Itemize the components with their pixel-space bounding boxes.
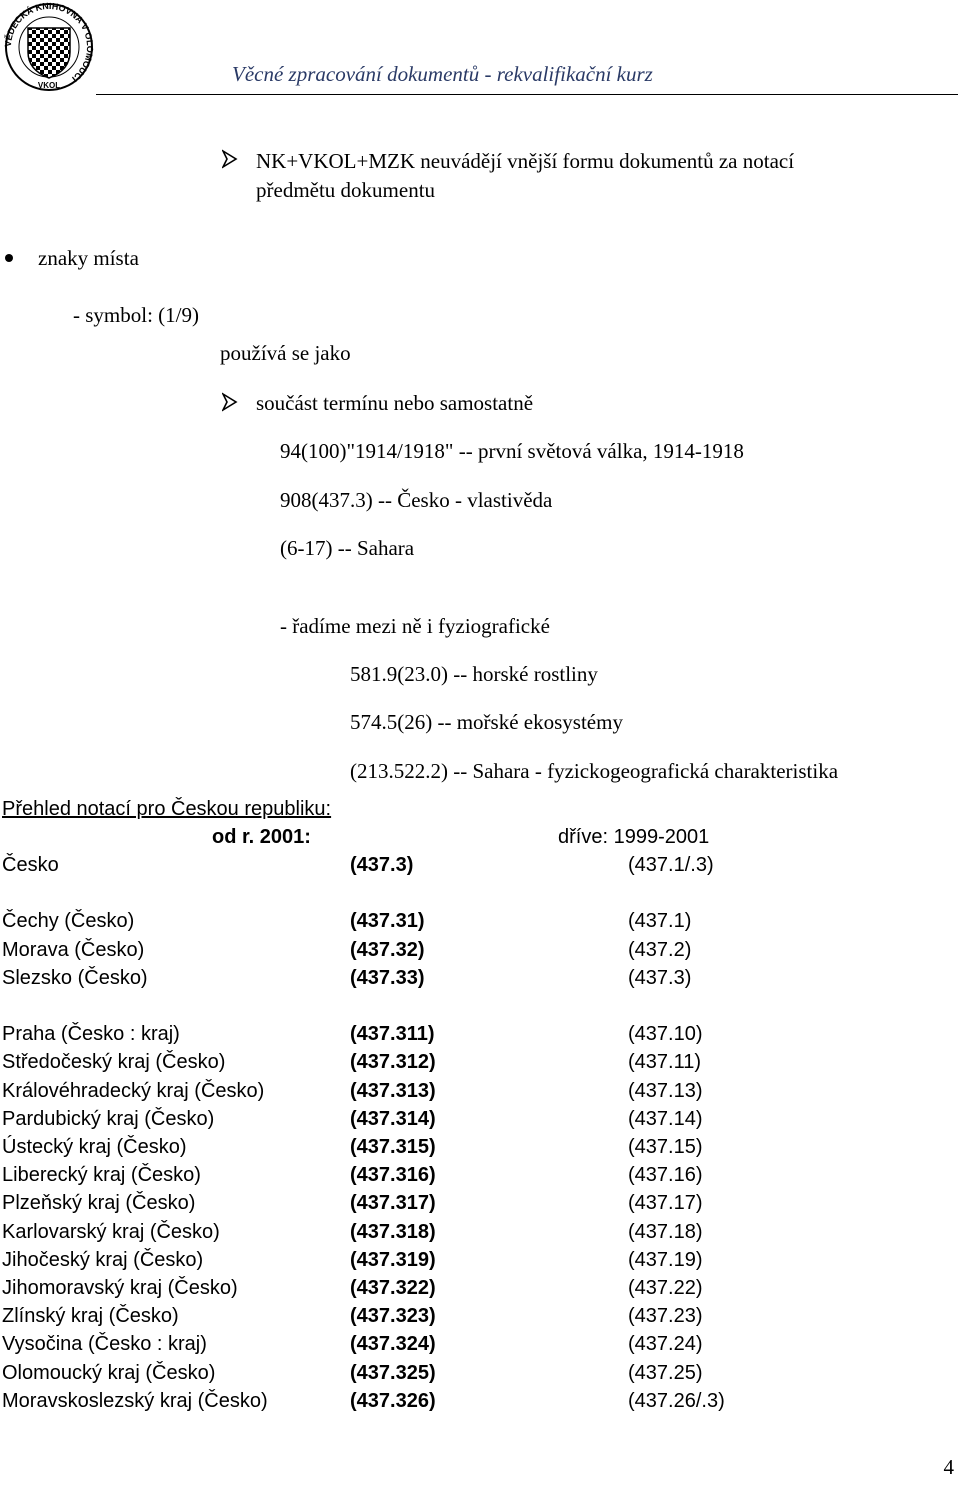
row-notation-new: (437.33) [350, 966, 425, 989]
row-notation-old: (437.23) [628, 1305, 703, 1328]
row-notation-old: (437.16) [628, 1164, 703, 1187]
arrow-bullet-icon [222, 149, 238, 175]
example-line: 908(437.3) -- Česko - vlastivěda [280, 488, 553, 512]
physio-example-line: 581.9(23.0) -- horské rostliny [350, 662, 598, 686]
row-notation-new: (437.31) [350, 910, 425, 933]
row-notation-new: (437.32) [350, 938, 425, 961]
row-notation-new: (437.323) [350, 1305, 436, 1328]
row-notation-old: (437.2) [628, 938, 692, 961]
row-name: Praha (Česko : kraj) [2, 1023, 180, 1046]
note-line-1: NK+VKOL+MZK neuvádějí vnější formu dokumentů za notací [256, 149, 795, 173]
arrow-bullet-icon [222, 392, 238, 418]
row-name: Karlovarský kraj (Česko) [2, 1220, 220, 1243]
row-notation-new: (437.326) [350, 1389, 436, 1412]
row-name: Olomoucký kraj (Česko) [2, 1361, 216, 1384]
row-name: Pardubický kraj (Česko) [2, 1107, 215, 1130]
physio-intro: - řadíme mezi ně i fyziografické [280, 614, 550, 638]
bullet-dot-icon [5, 254, 13, 262]
row-notation-old: (437.3) [628, 966, 692, 989]
row-name: Morava (Česko) [2, 938, 145, 961]
row-notation-old: (437.19) [628, 1248, 703, 1271]
row-notation-old: (437.10) [628, 1023, 703, 1046]
row-notation-new: (437.318) [350, 1220, 436, 1243]
header-divider [96, 94, 958, 95]
row-name: Jihomoravský kraj (Česko) [2, 1277, 238, 1299]
symbol-label: - symbol: [73, 303, 159, 327]
row-notation-new: (437.316) [350, 1164, 436, 1187]
row-name: Slezsko (Česko) [2, 966, 148, 989]
bullet-item-place-signs: znaky místa [38, 246, 139, 270]
row-notation-new: (437.319) [350, 1248, 436, 1271]
row-name: Ústecký kraj (Česko) [2, 1136, 187, 1158]
symbol-line [73, 302, 199, 328]
row-notation-old: (437.1) [628, 910, 692, 933]
row-name: Vysočina (Česko : kraj) [2, 1333, 207, 1356]
row-notation-old: (437.25) [628, 1361, 703, 1384]
row-name: Česko [2, 854, 59, 876]
row-notation-old: (437.18) [628, 1220, 703, 1243]
row-notation-new: (437.317) [350, 1192, 436, 1215]
row-notation-old: (437.26/.3) [628, 1389, 725, 1412]
row-notation-new: (437.325) [350, 1361, 436, 1384]
row-notation-new: (437.311) [350, 1023, 435, 1046]
row-notation-old: (437.14) [628, 1107, 703, 1130]
row-notation-new: (437.315) [350, 1136, 436, 1158]
table-head-new: od r. 2001: [212, 826, 311, 848]
header-title: Věcné zpracování dokumentů - rekvalifikační kurz [232, 62, 653, 86]
row-notation-old: (437.24) [628, 1333, 703, 1356]
row-notation-new: (437.313) [350, 1079, 436, 1102]
row-notation-new: (437.3) [350, 854, 414, 876]
row-notation-old: (437.22) [628, 1277, 703, 1299]
row-notation-old: (437.17) [628, 1192, 703, 1215]
svg-text:VKOL: VKOL [37, 81, 61, 90]
row-notation-new: (437.322) [350, 1277, 436, 1299]
row-name: Moravskoslezský kraj (Česko) [2, 1389, 268, 1412]
example-line: 94(100)"1914/1918" -- první světová válka, 1914-1918 [280, 439, 744, 463]
row-notation-new: (437.314) [350, 1107, 436, 1130]
row-notation-old: (437.15) [628, 1136, 703, 1158]
row-name: Jihočeský kraj (Česko) [2, 1248, 204, 1271]
used-as-text: používá se jako [220, 341, 351, 365]
row-name: Plzeňský kraj (Česko) [2, 1192, 196, 1215]
row-notation-old: (437.11) [628, 1051, 702, 1074]
symbol-value: (1/9) [158, 303, 199, 327]
row-name: Zlínský kraj (Česko) [2, 1305, 179, 1328]
table-title: Přehled notací pro Českou republiku: [2, 798, 332, 820]
row-name: Středočeský kraj (Česko) [2, 1051, 226, 1074]
row-notation-old: (437.1/.3) [628, 854, 714, 876]
library-logo [4, 2, 94, 92]
note-line-2: předmětu dokumentu [256, 178, 436, 202]
physio-example-line: (213.522.2) -- Sahara - fyzickogeografická charakteristika [350, 759, 839, 783]
row-name: Čechy (Česko) [2, 910, 135, 933]
row-name: Královéhradecký kraj (Česko) [2, 1079, 265, 1102]
table-head-old: dříve: 1999-2001 [558, 826, 710, 848]
row-notation-old: (437.13) [628, 1079, 703, 1102]
row-notation-new: (437.324) [350, 1333, 436, 1356]
svg-text:VĚDECKÁ KNIHOVNA V OLOMOUCI: ĚDECKÁ KNIHOVNA V OL MOUCI [4, 2, 94, 85]
page-number: 4 [943, 1455, 954, 1479]
example-line: (6-17) -- Sahara [280, 536, 415, 560]
row-notation-new: (437.312) [350, 1051, 436, 1074]
row-name: Liberecký kraj (Česko) [2, 1164, 201, 1187]
usage-part-of-term: součást termínu nebo samostatně [256, 391, 534, 415]
physio-example-line: 574.5(26) -- mořské ekosystémy [350, 710, 623, 734]
